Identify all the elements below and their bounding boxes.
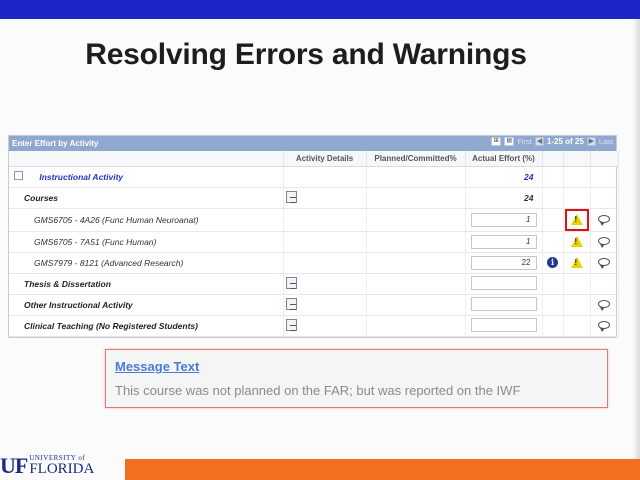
previous-arrow-icon[interactable]: ◀: [536, 138, 543, 145]
info-cell: [542, 208, 563, 231]
actual-effort-cell: [465, 294, 542, 315]
planned-cell: [366, 273, 465, 294]
table-row: [9, 208, 618, 231]
grid-navigation: [491, 137, 613, 146]
column-header-activity-details: Activity Details: [283, 151, 366, 166]
table-row: [9, 231, 618, 252]
comment-bubble-icon[interactable]: [598, 215, 610, 223]
warning-wrapper[interactable]: [567, 233, 587, 251]
download-icon[interactable]: ▤: [504, 137, 514, 146]
table-row: [9, 252, 618, 273]
activity-cell: [9, 252, 283, 273]
activity-label: GMS7979 - 8121 (Advanced Research): [34, 257, 184, 268]
actual-effort-value: [465, 166, 542, 187]
effort-table: [9, 151, 619, 337]
info-cell: [542, 231, 563, 252]
comment-cell: [590, 231, 618, 252]
last-page-link[interactable]: Last: [598, 137, 613, 146]
activity-label: GMS6705 - 7A51 (Func Human): [34, 236, 157, 247]
activity-cell: [9, 294, 283, 315]
comment-cell: [590, 166, 618, 187]
activity-details-cell: [283, 166, 366, 187]
actual-effort-input[interactable]: [471, 297, 537, 311]
comment-bubble-icon[interactable]: [598, 258, 610, 266]
logo-mark: UF: [0, 453, 28, 478]
actual-effort-input[interactable]: [471, 318, 537, 332]
message-text: This course was not planned on the FAR; but was reported on the IWF: [115, 383, 521, 398]
column-header-comment: [590, 151, 618, 166]
table-row: [9, 273, 618, 294]
warning-cell: [563, 315, 590, 336]
table-row: [9, 187, 618, 208]
activity-cell: [9, 187, 283, 208]
actual-effort-input[interactable]: 22: [471, 256, 537, 270]
comment-bubble-icon[interactable]: [598, 321, 610, 329]
column-header-actual-effort: Actual Effort (%): [465, 151, 542, 166]
activity-details-cell: [283, 187, 366, 208]
comment-bubble-icon[interactable]: [598, 300, 610, 308]
actual-effort-input[interactable]: [471, 276, 537, 290]
planned-cell: [366, 231, 465, 252]
table-row: [9, 294, 618, 315]
logo-wordmark: [29, 455, 94, 477]
activity-label[interactable]: Instructional Activity: [39, 172, 124, 182]
warning-cell: [563, 252, 590, 273]
activity-cell: [9, 231, 283, 252]
table-row: [9, 166, 618, 187]
info-cell: [542, 315, 563, 336]
message-title: Message Text: [115, 359, 200, 374]
activity-label: Other Instructional Activity: [24, 299, 133, 310]
actual-effort-input[interactable]: 1: [471, 235, 537, 249]
activity-details-cell: [283, 231, 366, 252]
activity-label: GMS6705 - 4A26 (Func Human Neuroanat): [34, 214, 199, 225]
planned-cell: [366, 315, 465, 336]
activity-label: Thesis & Dissertation: [24, 278, 111, 289]
comment-bubble-icon[interactable]: [598, 237, 610, 245]
document-edit-icon[interactable]: [286, 319, 297, 331]
actual-effort-value: [465, 187, 542, 208]
uf-logo: [0, 452, 94, 480]
info-cell: [542, 294, 563, 315]
comment-cell: [590, 208, 618, 231]
actual-effort-cell: [465, 315, 542, 336]
table-body: [9, 166, 618, 336]
zoom-icon[interactable]: ⊞: [491, 137, 501, 146]
info-cell: [542, 166, 563, 187]
message-tooltip: [105, 349, 608, 408]
activity-cell: [9, 273, 283, 294]
top-band: [0, 0, 640, 19]
info-cell: [542, 187, 563, 208]
info-cell: [542, 273, 563, 294]
slide-edge-shadow: [632, 19, 640, 459]
comment-cell: [590, 187, 618, 208]
column-header-warning: [563, 151, 590, 166]
actual-effort-cell: [465, 231, 542, 252]
actual-effort-cell: [465, 273, 542, 294]
warning-triangle-icon[interactable]: [571, 236, 583, 247]
comment-cell: [590, 294, 618, 315]
activity-cell: [9, 166, 283, 187]
document-edit-icon[interactable]: [286, 191, 297, 203]
slide-title: Resolving Errors and Warnings: [85, 38, 527, 71]
comment-cell: [590, 252, 618, 273]
planned-cell: [366, 187, 465, 208]
planned-cell: [366, 208, 465, 231]
first-page-link[interactable]: First: [517, 137, 532, 146]
actual-effort-input[interactable]: 1: [471, 213, 537, 227]
actual-effort-cell: [465, 252, 542, 273]
column-header-info: [542, 151, 563, 166]
warning-wrapper[interactable]: [567, 254, 587, 272]
logo-line2: FLORIDA: [29, 461, 95, 477]
warning-cell: [563, 231, 590, 252]
warning-cell: [563, 294, 590, 315]
activity-details-cell: [283, 252, 366, 273]
activity-details-cell: [283, 208, 366, 231]
column-header-planned: Planned/Committed%: [366, 151, 465, 166]
grid-header: [9, 136, 616, 151]
activity-details-cell: [283, 273, 366, 294]
activity-details-cell: [283, 294, 366, 315]
next-arrow-icon[interactable]: ▶: [588, 138, 594, 145]
warning-cell: [563, 187, 590, 208]
planned-cell: [366, 252, 465, 273]
warning-triangle-icon[interactable]: [571, 214, 583, 225]
planned-cell: [366, 294, 465, 315]
activity-label: Clinical Teaching (No Registered Students): [24, 320, 198, 331]
table-row: [9, 315, 618, 336]
warning-triangle-icon[interactable]: [571, 257, 583, 268]
warning-cell: [563, 273, 590, 294]
info-cell: [542, 252, 563, 273]
planned-cell: [366, 166, 465, 187]
activity-cell: [9, 315, 283, 336]
activity-label: Courses: [24, 192, 59, 203]
comment-cell: [590, 273, 618, 294]
table-header-row: [9, 151, 618, 166]
actual-effort-text: 24: [524, 192, 534, 203]
orange-band: [125, 459, 640, 480]
warning-cell: [563, 166, 590, 187]
warning-cell: [563, 208, 590, 231]
info-circle-icon[interactable]: i: [547, 257, 558, 268]
effort-grid: [8, 135, 617, 338]
actual-effort-text: 24: [524, 171, 534, 182]
activity-details-cell: [283, 315, 366, 336]
column-header-activity: [9, 151, 283, 166]
comment-cell: [590, 315, 618, 336]
row-checkbox[interactable]: [14, 171, 23, 180]
warning-wrapper[interactable]: [565, 209, 589, 231]
logo-line1: UNIVERSITY of: [29, 454, 86, 462]
document-edit-icon[interactable]: [286, 298, 297, 310]
document-edit-icon[interactable]: [286, 277, 297, 289]
grid-title: Enter Effort by Activity: [12, 139, 99, 148]
activity-cell: [9, 208, 283, 231]
row-range: 1-25 of 25: [546, 137, 584, 146]
actual-effort-cell: [465, 208, 542, 231]
